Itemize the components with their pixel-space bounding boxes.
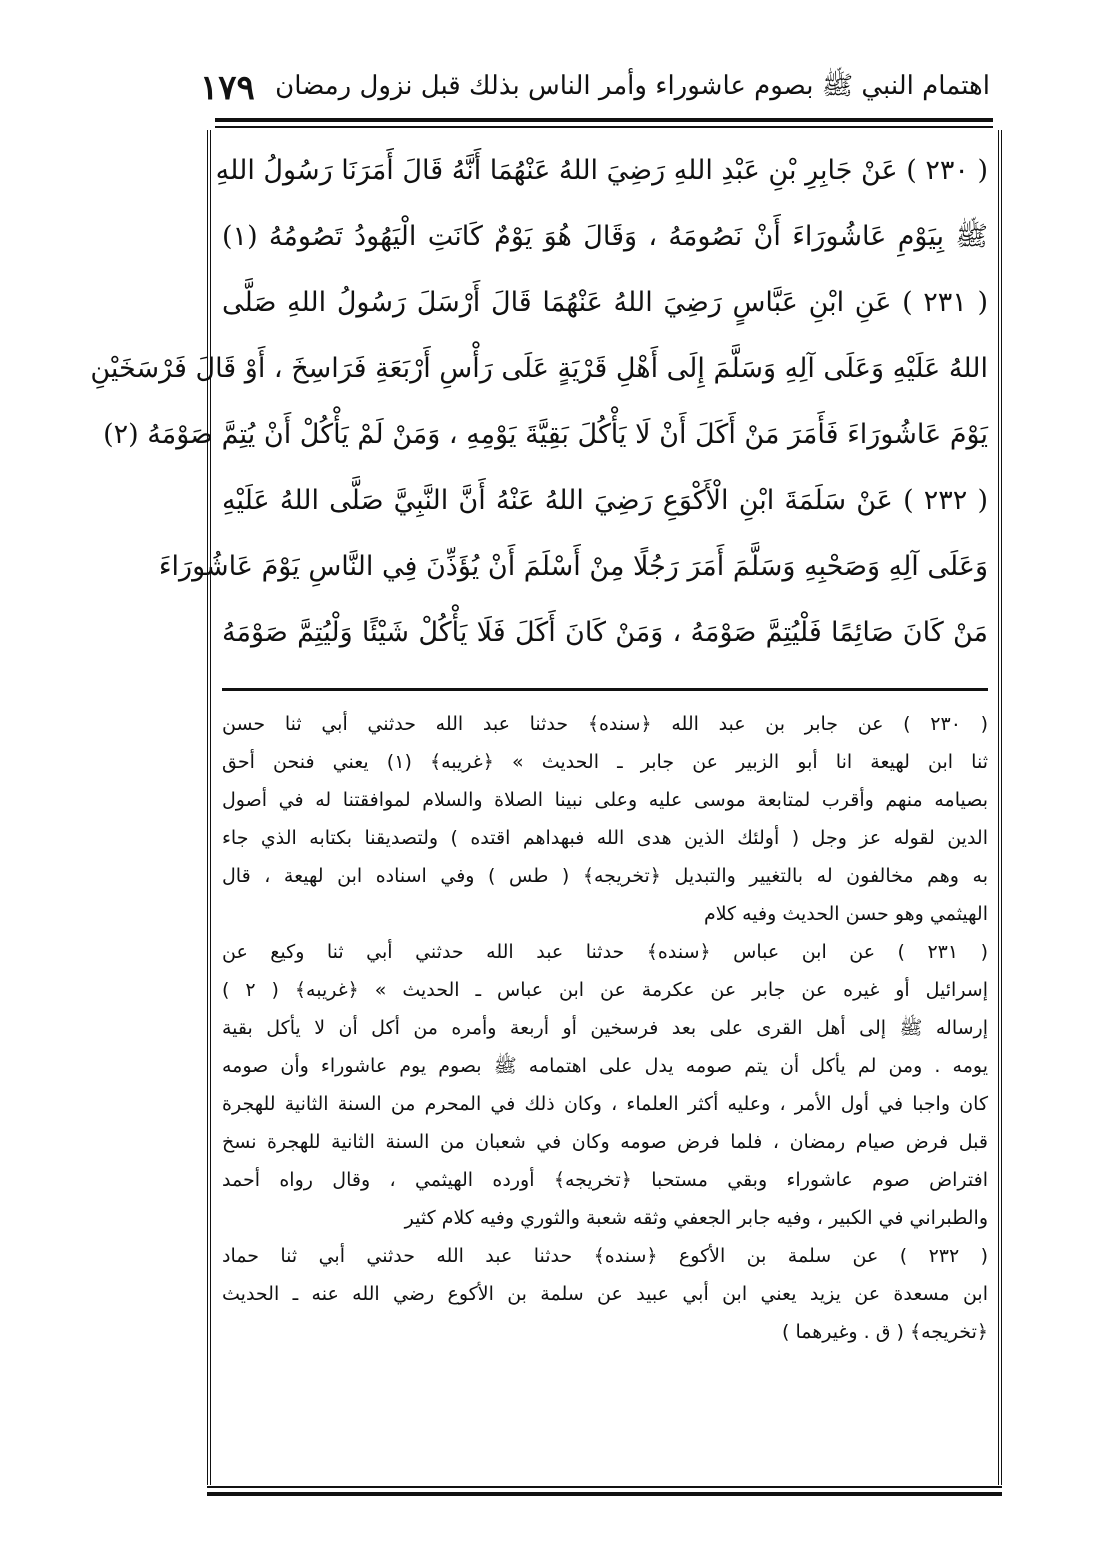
commentary-line: به وهم مخالفون له بالتغيير والتبديل ﴿تخريجه﴾ ( طس ) وفي اسناده ابن لهيعة ، قال xyxy=(222,865,988,887)
hadith-text-block xyxy=(90,138,988,678)
commentary-block xyxy=(222,705,988,1485)
footer-rule-thick xyxy=(207,1492,1002,1496)
commentary-line: كان واجبا في أول الأمر ، وعليه أكثر العلماء ، وكان ذلك في المحرم من السنة الثانية للهجرة xyxy=(222,1093,988,1115)
commentary-line: افتراض صوم عاشوراء وبقي مستحبا ﴿تخريجه﴾ أورده الهيثمي ، وقال رواه أحمد xyxy=(222,1169,988,1191)
hadith-line: ﷺ بِيَوْمِ عَاشُورَاءَ أَنْ نَصُومَهُ ، وَقَالَ هُوَ يَوْمٌ كَانَتِ الْيَهُودُ تَصُومُهُ (١) xyxy=(222,221,988,252)
footnote-separator xyxy=(222,688,988,691)
commentary-line: والطبراني في الكبير ، وفيه جابر الجعفي وثقه شعبة والثوري وفيه كلام كثير xyxy=(404,1207,988,1229)
hadith-line: مَنْ كَانَ صَائِمًا فَلْيُتِمَّ صَوْمَهُ ، وَمَنْ كَانَ أَكَلَ فَلَا يَأْكُلْ شَيْئًا وَلْيُتِمَّ صَوْمَهُ xyxy=(222,617,988,648)
commentary-line: ثنا ابن لهيعة انا أبو الزبير عن جابر ـ الحديث » ﴿غريبه﴾ (١) يعني فنحن أحق xyxy=(222,751,988,773)
hadith-line: ( ٢٣١ ) عَنِ ابْنِ عَبَّاسٍ رَضِيَ اللهُ عَنْهُمَا قَالَ أَرْسَلَ رَسُولُ اللهِ صَلَّى xyxy=(222,287,988,318)
commentary-line: ( ٢٣٢ ) عن سلمة بن الأكوع ﴿سنده﴾ حدثنا عبد الله حدثني أبي ثنا حماد xyxy=(222,1245,988,1267)
commentary-line: إرساله ﷺ إلى أهل القرى على بعد فرسخين أو أربعة وأمره من أكل أن لا يأكل بقية xyxy=(222,1017,988,1039)
commentary-line: ابن مسعدة عن يزيد يعني ابن أبي عبيد عن سلمة بن الأكوع رضي الله عنه ـ الحديث xyxy=(222,1283,988,1305)
hadith-line: ( ٢٣٠ ) عَنْ جَابِرِ بْنِ عَبْدِ اللهِ رَضِيَ اللهُ عَنْهُمَا أَنَّهُ قَالَ أَمَرَنَا رَسُولُ اللهِ xyxy=(215,155,988,186)
commentary-line: بصيامه منهم وأقرب لمتابعة موسى عليه وعلى نبينا الصلاة والسلام لموافقتنا له في أصول xyxy=(222,789,988,811)
header-rule-thick xyxy=(215,118,993,122)
footer-rule-thin xyxy=(207,1486,1002,1488)
running-title: اهتمام النبي ﷺ بصوم عاشوراء وأمر الناس بذلك قبل نزول رمضان xyxy=(275,71,990,101)
commentary-line: ( ٢٣٠ ) عن جابر بن عبد الله ﴿سنده﴾ حدثنا عبد الله حدثني أبي ثنا حسن xyxy=(222,713,988,735)
commentary-line: الدين لقوله عز وجل ( أولئك الذين هدى الله فبهداهم اقتده ) ولتصديقنا بكتابه الذي جاء xyxy=(222,827,988,849)
commentary-line: يومه . ومن لم يأكل أن يتم صومه يدل على اهتمامه ﷺ بصوم يوم عاشوراء وأن صومه xyxy=(222,1055,988,1077)
page-header xyxy=(200,58,990,118)
commentary-line: قبل فرض صيام رمضان ، فلما فرض صومه وكان في شعبان من السنة الثانية للهجرة نسخ xyxy=(222,1131,988,1153)
commentary-line: ( ٢٣١ ) عن ابن عباس ﴿سنده﴾ حدثنا عبد الله حدثني أبي ثنا وكيع عن xyxy=(222,941,988,963)
hadith-line: ( ٢٣٢ ) عَنْ سَلَمَةَ ابْنِ الْأَكْوَعِ رَضِيَ اللهُ عَنْهُ أَنَّ النَّبِيَّ صَلَّى اللهُ عَلَيْهِ xyxy=(222,485,988,516)
page-number: ١٧٩ xyxy=(200,68,255,108)
header-rule-thin xyxy=(215,126,993,128)
commentary-line: إسرائيل أو غيره عن جابر عن عكرمة عن ابن عباس ـ الحديث » ﴿غريبه﴾ ( ٢ ) xyxy=(222,979,989,1001)
commentary-line: ﴿تخريجه﴾ ( ق . وغيرهما ) xyxy=(782,1321,988,1343)
hadith-line: اللهُ عَلَيْهِ وَعَلَى آلِهِ وَسَلَّمَ إِلَى أَهْلِ قَرْيَةٍ عَلَى رَأْسِ أَرْبَعَةِ فَرَاسِخَ ، أَوْ قَالَ فَرْسَخَيْنِ xyxy=(90,353,988,384)
hadith-line: وَعَلَى آلِهِ وَصَحْبِهِ وَسَلَّمَ أَمَرَ رَجُلًا مِنْ أَسْلَمَ أَنْ يُؤَذِّنَ فِي النَّاسِ يَوْمَ عَاشُورَاءَ xyxy=(158,551,988,582)
commentary-line: الهيثمي وهو حسن الحديث وفيه كلام xyxy=(703,903,988,925)
hadith-line: يَوْمَ عَاشُورَاءَ فَأَمَرَ مَنْ أَكَلَ أَنْ لَا يَأْكُلَ بَقِيَّةَ يَوْمِهِ ، وَمَنْ لَمْ يَأْكُلْ أَنْ يُتِمَّ صَوْمَهُ (٢) xyxy=(103,419,988,450)
